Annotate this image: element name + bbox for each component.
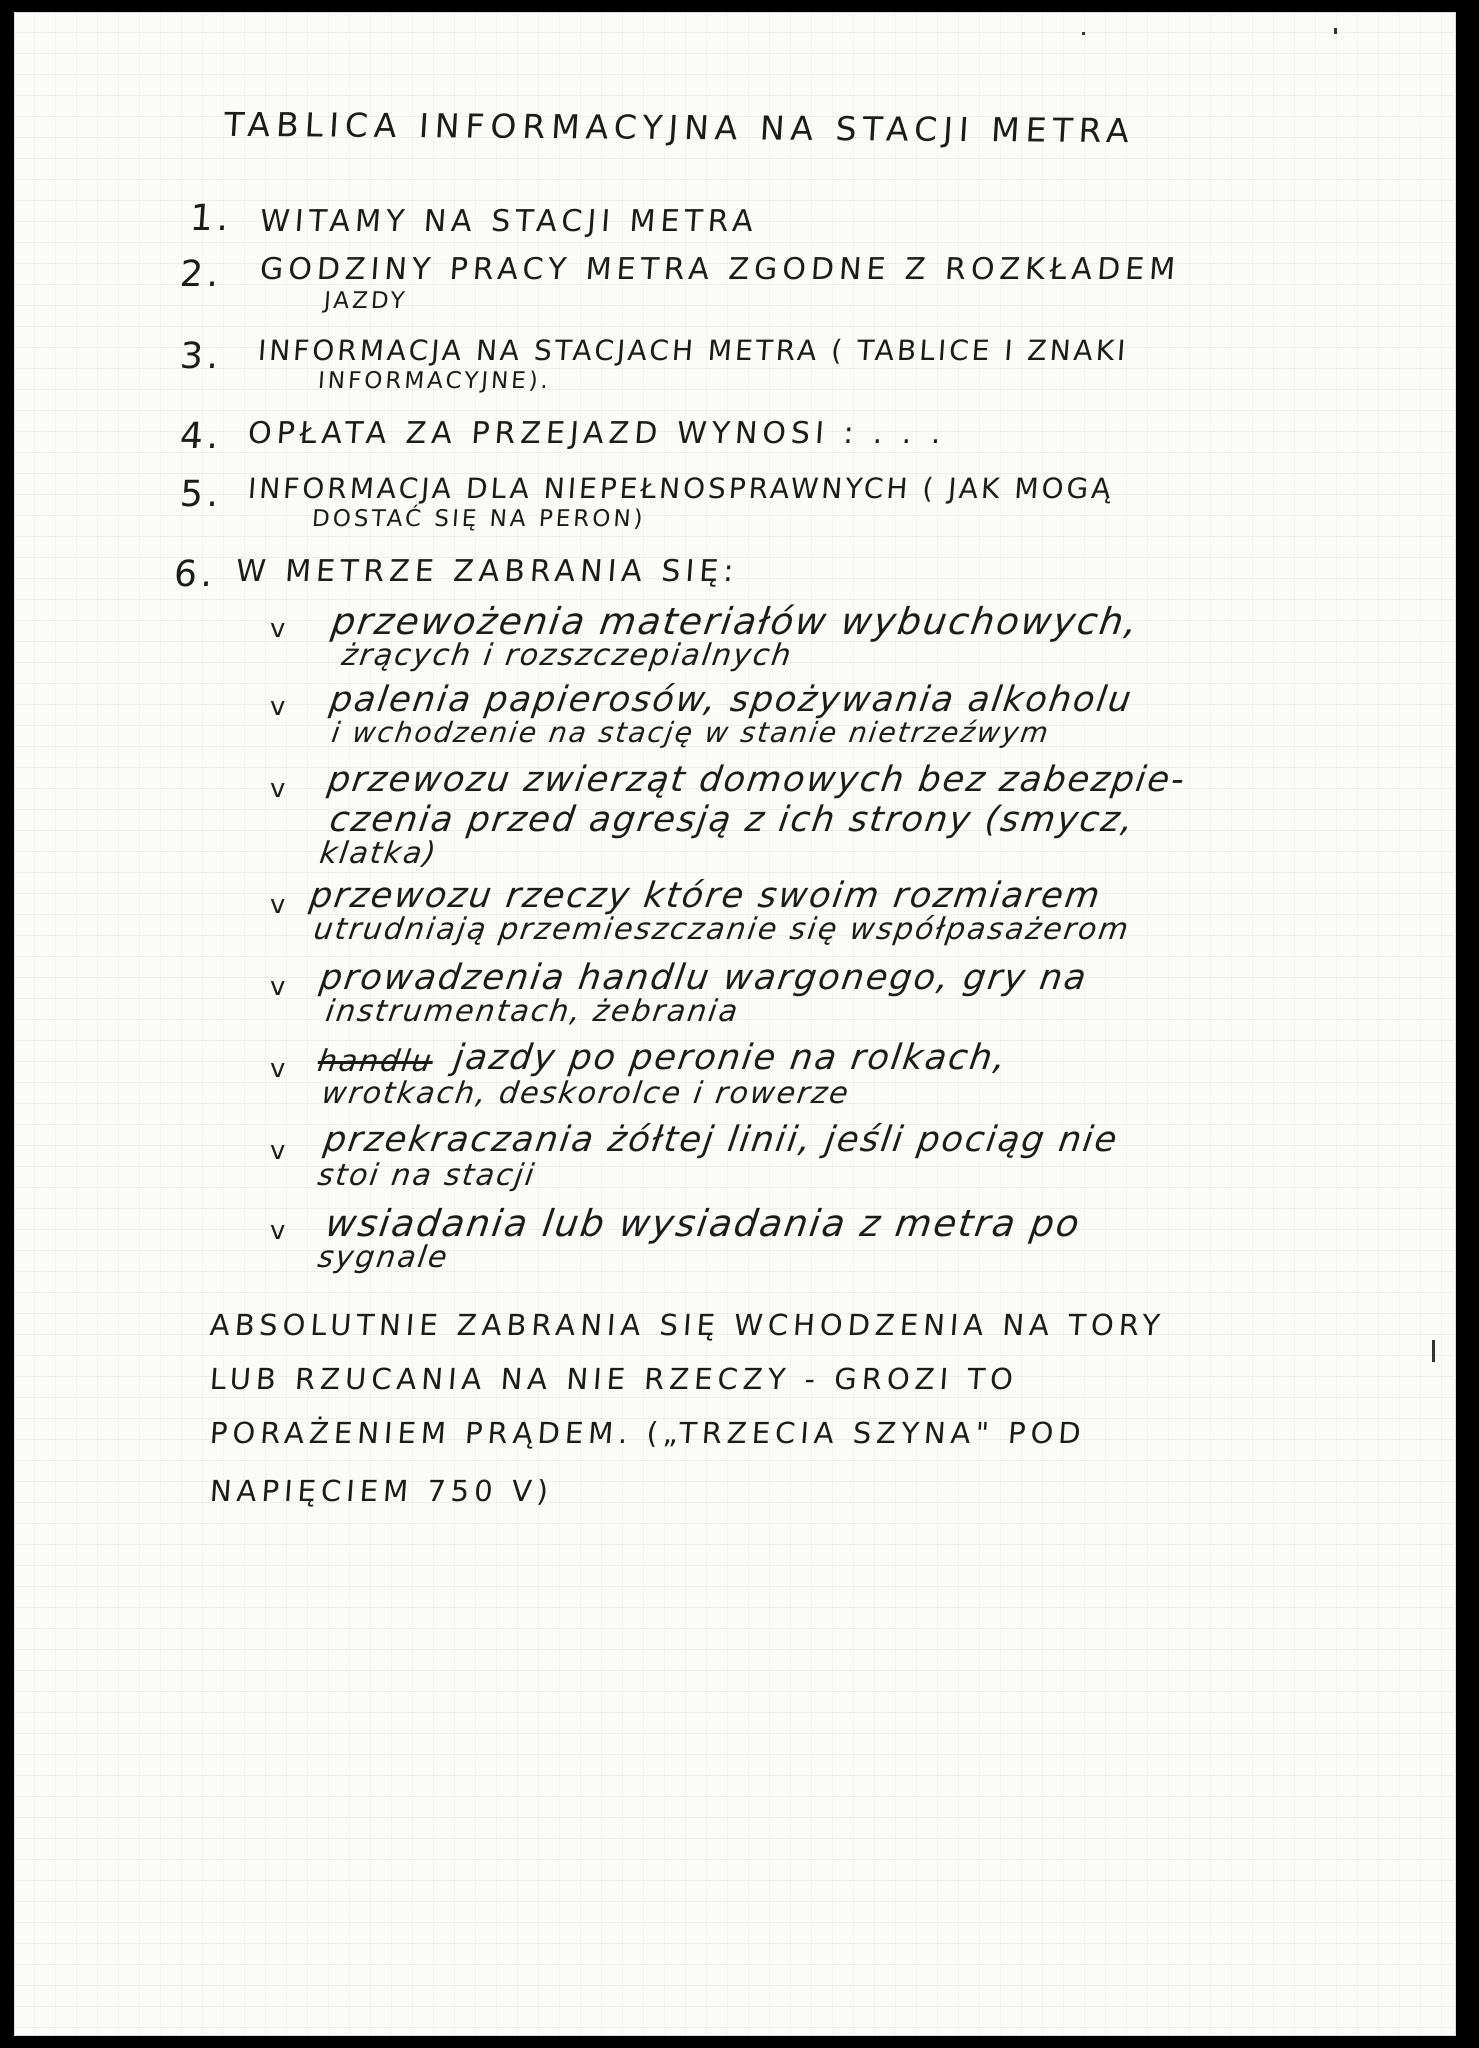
item-text: INFORMACJA NA STACJACH METRA ( TABLICE I ZNAKI (256, 334, 1130, 367)
page-title: TABLICA INFORMACYJNA NA STACJI METRA (222, 104, 1136, 151)
margin-mark (1432, 1340, 1435, 1362)
item-text: INFORMACJA DLA NIEPEŁNOSPRAWNYCH ( JAK MOGĄ (246, 472, 1115, 505)
item-number: 4. (178, 416, 224, 457)
prohibition-text-continued: i wchodzenie na stację w stanie nietrzeźwym (329, 716, 1053, 749)
prohibition-text-continued: żrących i rozszczepialnych (339, 638, 795, 673)
checkmark-icon: v (270, 1054, 286, 1084)
prohibition-text: wsiadania lub wysiadania z metra po (322, 1202, 1084, 1245)
item-number: 1. (188, 198, 234, 239)
item-text: GODZINY PRACY METRA ZGODNE Z ROZKŁADEM (258, 252, 1182, 287)
checkmark-icon: v (270, 614, 286, 644)
item-text: WITAMY NA STACJI METRA (258, 204, 760, 239)
item-number: 2. (178, 254, 224, 295)
prohibition-text-continued: wrotkach, deskorolce i rowerze (319, 1076, 853, 1111)
prohibition-text-continued: czenia przed agresją z ich strony (smycz, (327, 800, 1138, 840)
prohibition-text: prowadzenia handlu wargonego, gry na (317, 958, 1091, 998)
item-number: 5. (178, 474, 224, 515)
checkmark-icon: v (270, 890, 286, 920)
warning-line: LUB RZUCANIA NA NIE RZECZY - GROZI TO (208, 1362, 1020, 1396)
warning-line: PORAŻENIEM PRĄDEM. („TRZECIA SZYNA" POD (208, 1416, 1087, 1450)
prohibition-text-continued: klatka) (317, 836, 440, 871)
item-number: 6. (172, 554, 218, 595)
prohibition-text-continued: stoi na stacji (315, 1158, 538, 1193)
handwritten-page (14, 12, 1456, 2036)
prohibition-text: przekraczania żółtej linii, jeśli pociąg nie (321, 1120, 1122, 1160)
item-text-continued: DOSTAĆ SIĘ NA PERON) (311, 506, 647, 532)
prohibition-text-continued: instrumentach, żebrania (323, 994, 742, 1029)
prohibition-text: przewozu zwierząt domowych bez zabezpie- (325, 760, 1189, 800)
prohibition-text: przewożenia materiałów wybuchowych, (328, 600, 1142, 643)
item-text-continued: INFORMACYJNE). (317, 368, 552, 394)
prohibition-text-continued: utrudniają przemieszczanie się współpasażerom (311, 912, 1133, 947)
checkmark-icon: v (270, 972, 286, 1002)
prohibition-text: przewozu rzeczy które swoim rozmiarem (307, 876, 1104, 916)
checkmark-icon: v (270, 1136, 286, 1166)
struck-word: handlu (315, 1044, 436, 1079)
item-text-continued: JAZDY (323, 288, 409, 314)
warning-line: NAPIĘCIEM 750 V) (208, 1474, 555, 1508)
checkmark-icon: v (270, 1216, 286, 1246)
checkmark-icon: v (270, 692, 286, 722)
prohibition-text: jazdy po peronie na rolkach, (451, 1038, 1010, 1078)
item-text: W METRZE ZABRANIA SIĘ: (234, 554, 740, 589)
margin-mark (1334, 28, 1337, 34)
warning-line: ABSOLUTNIE ZABRANIA SIĘ WCHODZENIA NA TORY (208, 1308, 1166, 1342)
margin-mark (1082, 32, 1085, 35)
item-number: 3. (178, 336, 224, 377)
checkmark-icon: v (270, 774, 286, 804)
prohibition-text: palenia papierosów, spożywania alkoholu (327, 680, 1136, 720)
item-text: OPŁATA ZA PRZEJAZD WYNOSI : . . . (246, 416, 947, 451)
prohibition-text-continued: sygnale (315, 1240, 452, 1275)
